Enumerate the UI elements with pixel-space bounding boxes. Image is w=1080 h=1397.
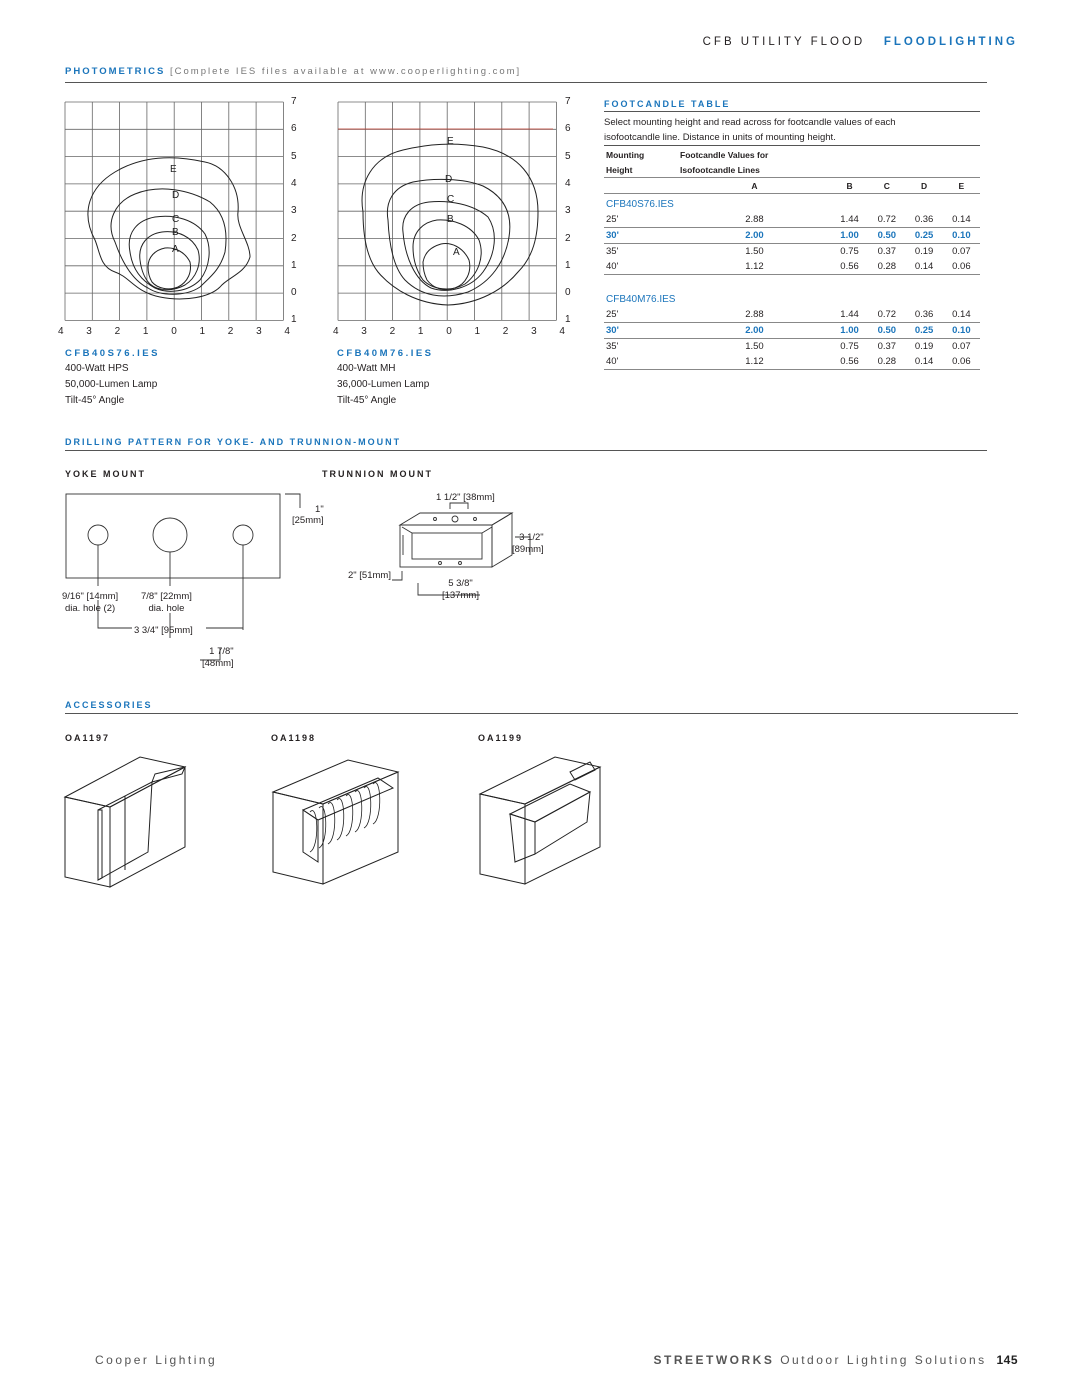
- table-row: [604, 275, 980, 308]
- page-header: [703, 36, 1018, 48]
- x-tick-label: 2: [389, 326, 396, 337]
- x-tick-label: 4: [333, 326, 339, 337]
- trunnion-width-in: 5 3/8": [448, 578, 473, 589]
- table-cell: [868, 275, 905, 308]
- trunnion-top-label: 1 1/2" [38mm]: [436, 492, 495, 503]
- table-row: [604, 194, 980, 213]
- x-tick-label: 3: [256, 326, 262, 337]
- footcandle-desc-line2: isofootcandle line. Distance in units of mounting height.: [604, 132, 836, 143]
- contour-label-D: D: [445, 174, 453, 185]
- table-cell: Mounting: [606, 149, 645, 160]
- table-cell: D: [905, 178, 942, 194]
- footer-brand: Cooper Lighting: [95, 1353, 218, 1367]
- table-cell: 0.37: [877, 341, 897, 352]
- trunnion-title: TRUNNION MOUNT: [322, 469, 433, 479]
- table-cell: Height: [604, 162, 678, 178]
- table-row: [604, 162, 980, 178]
- table-cell: 0.72: [877, 214, 897, 225]
- table-cell: 0.07: [952, 246, 971, 257]
- trunnion-height-mm: [89mm]: [512, 544, 544, 555]
- isofootcandle-plot-1: [60, 92, 310, 347]
- photometrics-heading: [65, 66, 521, 77]
- x-tick-label: 2: [502, 326, 509, 337]
- table-cell: [831, 275, 868, 308]
- x-tick-label: 3: [531, 326, 537, 337]
- cage-rib: [328, 803, 335, 844]
- table-cell: 0.07: [952, 341, 971, 352]
- table-cell: 0.25: [905, 323, 942, 339]
- table-cell: [905, 162, 942, 178]
- page-number: 145: [996, 1353, 1018, 1367]
- table-cell: 1.00: [831, 323, 868, 339]
- table-row: [604, 178, 980, 194]
- table-cell: 35': [606, 341, 619, 352]
- x-tick-label: 4: [559, 326, 565, 337]
- table-cell: 1.50: [745, 246, 764, 257]
- table-cell: 0.06: [943, 259, 980, 275]
- table-cell: Footcandle Values for: [680, 149, 769, 160]
- isofootcandle-plot-2: [333, 92, 583, 347]
- table-row: [604, 259, 980, 275]
- edge-dim-in: 1 7/8": [209, 646, 234, 657]
- table-cell: 1.12: [678, 259, 831, 275]
- x-tick-label: 1: [142, 326, 149, 337]
- table-row: [604, 244, 980, 260]
- table-cell: 0.36: [914, 309, 934, 320]
- divider: [604, 111, 980, 112]
- contour-label-B: B: [447, 214, 454, 225]
- table-cell: 30': [604, 323, 678, 339]
- table-cell: 2.88: [745, 309, 764, 320]
- y-tick-label: 1: [565, 314, 571, 326]
- plot2-line1: 400-Watt MH: [337, 363, 396, 374]
- table-cell: 0.75: [840, 246, 859, 257]
- table-cell: 0.28: [868, 259, 905, 275]
- x-tick-label: 3: [86, 326, 92, 337]
- accessory-oa1198-image: [268, 752, 418, 892]
- table-row: [604, 228, 980, 244]
- cage-rib: [355, 791, 362, 832]
- contour-E: [88, 158, 250, 299]
- table-cell: [604, 178, 678, 194]
- x-tick-label: 1: [474, 326, 481, 337]
- divider: [65, 450, 987, 451]
- table-cell: 40': [604, 259, 678, 275]
- plot2-line3: Tilt-45° Angle: [337, 395, 397, 406]
- table-cell: 0.37: [877, 246, 897, 257]
- accessory-oa1199-image: [475, 752, 615, 892]
- x-tick-label: 2: [227, 326, 234, 337]
- contour-label-C: C: [447, 194, 455, 205]
- table-cell: 0.10: [943, 323, 980, 339]
- table-cell: [678, 194, 831, 213]
- contour-label-E: E: [447, 136, 454, 147]
- table-cell: [868, 147, 905, 162]
- y-tick-label: 4: [291, 177, 297, 189]
- table-cell: 0.06: [943, 354, 980, 370]
- big-hole-dim: 7/8" [22mm]: [141, 591, 192, 602]
- table-cell: 0.36: [914, 214, 934, 225]
- cage-rib: [337, 799, 344, 840]
- table-cell: 1.50: [745, 341, 764, 352]
- table-cell: 0.14: [952, 214, 971, 225]
- small-hole-left: [88, 525, 108, 545]
- table-cell: [943, 147, 980, 162]
- table-cell: 0.10: [943, 228, 980, 244]
- yoke-edge-label: [202, 646, 234, 670]
- table-row: [604, 354, 980, 370]
- trunnion-width-mm: [137mm]: [442, 590, 479, 601]
- table-cell: 1.44: [840, 309, 859, 320]
- small-hole-right: [233, 525, 253, 545]
- drilling-title: DRILLING PATTERN FOR YOKE- AND TRUNNION-MOUNT: [65, 437, 402, 447]
- table-cell: [831, 147, 868, 162]
- table-cell: 0.25: [905, 228, 942, 244]
- table-cell: 35': [606, 246, 619, 257]
- x-tick-label: 4: [284, 326, 290, 337]
- y-tick-label: 6: [565, 123, 571, 135]
- accessory-2-label: OA1198: [271, 733, 317, 743]
- table-cell: [868, 194, 905, 213]
- divider: [604, 145, 980, 146]
- table-cell: 2.00: [678, 228, 831, 244]
- contour-C: [129, 216, 209, 291]
- y-tick-label: 4: [565, 177, 571, 189]
- yoke-title: YOKE MOUNT: [65, 469, 147, 479]
- cage-rib: [364, 787, 371, 828]
- contour-label-B: B: [172, 227, 179, 238]
- table-cell: 0.19: [914, 341, 934, 352]
- y-tick-label: 2: [565, 232, 571, 244]
- y-tick-label: 7: [565, 96, 571, 107]
- y-tick-label: 1: [291, 259, 297, 271]
- footcandle-title: FOOTCANDLE TABLE: [604, 99, 731, 109]
- x-tick-label: 0: [446, 326, 452, 337]
- footer-streetworks: STREETWORKS: [653, 1353, 775, 1367]
- y-tick-label: 5: [291, 150, 297, 162]
- table-cell: 0.19: [914, 246, 934, 257]
- small-hole-dim: 9/16" [14mm]: [62, 591, 119, 602]
- trunnion-width-label: [442, 578, 479, 602]
- table-cell: 0.56: [831, 259, 868, 275]
- x-tick-label: 4: [58, 326, 64, 337]
- table-row: [604, 307, 980, 323]
- x-tick-label: 2: [114, 326, 121, 337]
- plot1-line2: 50,000-Lumen Lamp: [65, 379, 158, 390]
- divider: [65, 82, 987, 83]
- table-cell: 0.14: [905, 354, 942, 370]
- accessory-3-label: OA1199: [478, 733, 524, 743]
- table-cell: Isofootcandle Lines: [678, 162, 831, 178]
- cage-rib: [346, 795, 353, 836]
- table-cell: E: [943, 178, 980, 194]
- footer-tagline: Outdoor Lighting Solutions: [780, 1353, 987, 1367]
- trunnion-depth-label: 2" [51mm]: [348, 570, 391, 581]
- table-cell: 0.28: [868, 354, 905, 370]
- table-cell: 0.56: [831, 354, 868, 370]
- plot1-caption: [65, 348, 160, 406]
- table-cell: [943, 275, 980, 308]
- table-cell: 1.12: [678, 354, 831, 370]
- plot2-caption: [337, 348, 434, 406]
- x-tick-label: 3: [361, 326, 367, 337]
- accessory-oa1197-image: [60, 752, 200, 892]
- table-cell: [831, 162, 868, 178]
- footcandle-desc-line1: Select mounting height and read across for footcandle values of each: [604, 117, 896, 128]
- y-tick-label: 1: [565, 259, 571, 271]
- table-cell: 2.88: [745, 214, 764, 225]
- x-tick-label: 1: [199, 326, 206, 337]
- yoke-small-hole-label: [62, 591, 118, 615]
- big-hole-note: dia. hole: [148, 603, 185, 614]
- divider: [65, 713, 1018, 714]
- table-row: [604, 339, 980, 355]
- table-cell: 0.50: [868, 228, 905, 244]
- table-cell: B: [831, 178, 868, 194]
- table-cell: 0.72: [877, 309, 897, 320]
- footcandle-description: [604, 115, 896, 145]
- edge-dim-mm: [48mm]: [202, 658, 234, 669]
- photometrics-note: [Complete IES files available at www.cooperlighting.com]: [170, 66, 522, 77]
- yoke-big-hole-label: [141, 591, 192, 615]
- footer-line: [654, 1353, 1019, 1367]
- plot1-line3: Tilt-45° Angle: [65, 395, 125, 406]
- yoke-dim-1-in: 1": [315, 504, 324, 515]
- table-cell: A: [678, 178, 831, 194]
- table-cell: [905, 194, 942, 213]
- contour-label-D: D: [172, 190, 180, 201]
- contour-label-C: C: [172, 214, 180, 225]
- table-cell: [678, 275, 831, 308]
- contour-A: [423, 244, 470, 290]
- table-row: [604, 323, 980, 339]
- table-cell: [905, 147, 942, 162]
- trunnion-height-label: [512, 532, 544, 556]
- yoke-dim-1-mm: [25mm]: [292, 515, 324, 526]
- table-cell: 1.44: [840, 214, 859, 225]
- y-tick-label: 2: [291, 232, 297, 244]
- table-cell: 1.00: [831, 228, 868, 244]
- big-hole: [153, 518, 187, 552]
- table-row: [604, 212, 980, 228]
- table-cell: 25': [606, 309, 619, 320]
- y-tick-label: 0: [565, 287, 571, 299]
- trunnion-height-in: 3 1/2": [519, 532, 544, 543]
- table-cell: CFB40S76.IES: [606, 199, 674, 210]
- y-tick-label: 5: [565, 150, 571, 162]
- y-tick-label: 3: [565, 205, 571, 217]
- y-tick-label: 6: [291, 123, 297, 135]
- table-cell: 0.14: [905, 259, 942, 275]
- table-cell: 25': [606, 214, 619, 225]
- x-tick-label: 0: [171, 326, 177, 337]
- table-cell: C: [868, 178, 905, 194]
- contour-A: [148, 248, 191, 289]
- contour-label-A: A: [172, 244, 179, 255]
- y-tick-label: 0: [291, 287, 297, 299]
- table-cell: [943, 162, 980, 178]
- plot2-title: CFB40M76.IES: [337, 348, 434, 359]
- accessory-1-label: OA1197: [65, 733, 111, 743]
- footcandle-table: [604, 147, 980, 370]
- small-hole-note: dia. hole (2): [65, 603, 116, 614]
- contour-D: [111, 189, 226, 294]
- table-cell: [868, 162, 905, 178]
- table-row: [604, 147, 980, 162]
- table-cell: 30': [604, 228, 678, 244]
- table-cell: [831, 194, 868, 213]
- table-cell: CFB40M76.IES: [606, 294, 676, 305]
- table-cell: 40': [604, 354, 678, 370]
- plot2-line2: 36,000-Lumen Lamp: [337, 379, 430, 390]
- contour-label-A: A: [453, 247, 460, 258]
- plot1-title: CFB40S76.IES: [65, 348, 160, 359]
- photometrics-title: PHOTOMETRICS: [65, 66, 166, 77]
- table-cell: 0.14: [952, 309, 971, 320]
- y-tick-label: 3: [291, 205, 297, 217]
- table-cell: 0.75: [840, 341, 859, 352]
- table-cell: 0.50: [868, 323, 905, 339]
- plot1-line1: 400-Watt HPS: [65, 363, 129, 374]
- table-cell: [905, 275, 942, 308]
- yoke-spacing-label: 3 3/4" [95mm]: [134, 625, 193, 636]
- table-cell: [943, 194, 980, 213]
- table-cell: 2.00: [678, 323, 831, 339]
- y-tick-label: 1: [291, 314, 297, 326]
- cage-rib: [373, 783, 380, 824]
- accessories-title: ACCESSORIES: [65, 700, 153, 710]
- series-title: CFB UTILITY FLOOD: [702, 36, 866, 48]
- yoke-dim-1: [292, 504, 324, 526]
- category-title: FLOODLIGHTING: [883, 36, 1018, 48]
- x-tick-label: 1: [417, 326, 424, 337]
- y-tick-label: 7: [291, 96, 297, 107]
- contour-label-E: E: [170, 164, 177, 175]
- cage-rib: [319, 807, 326, 848]
